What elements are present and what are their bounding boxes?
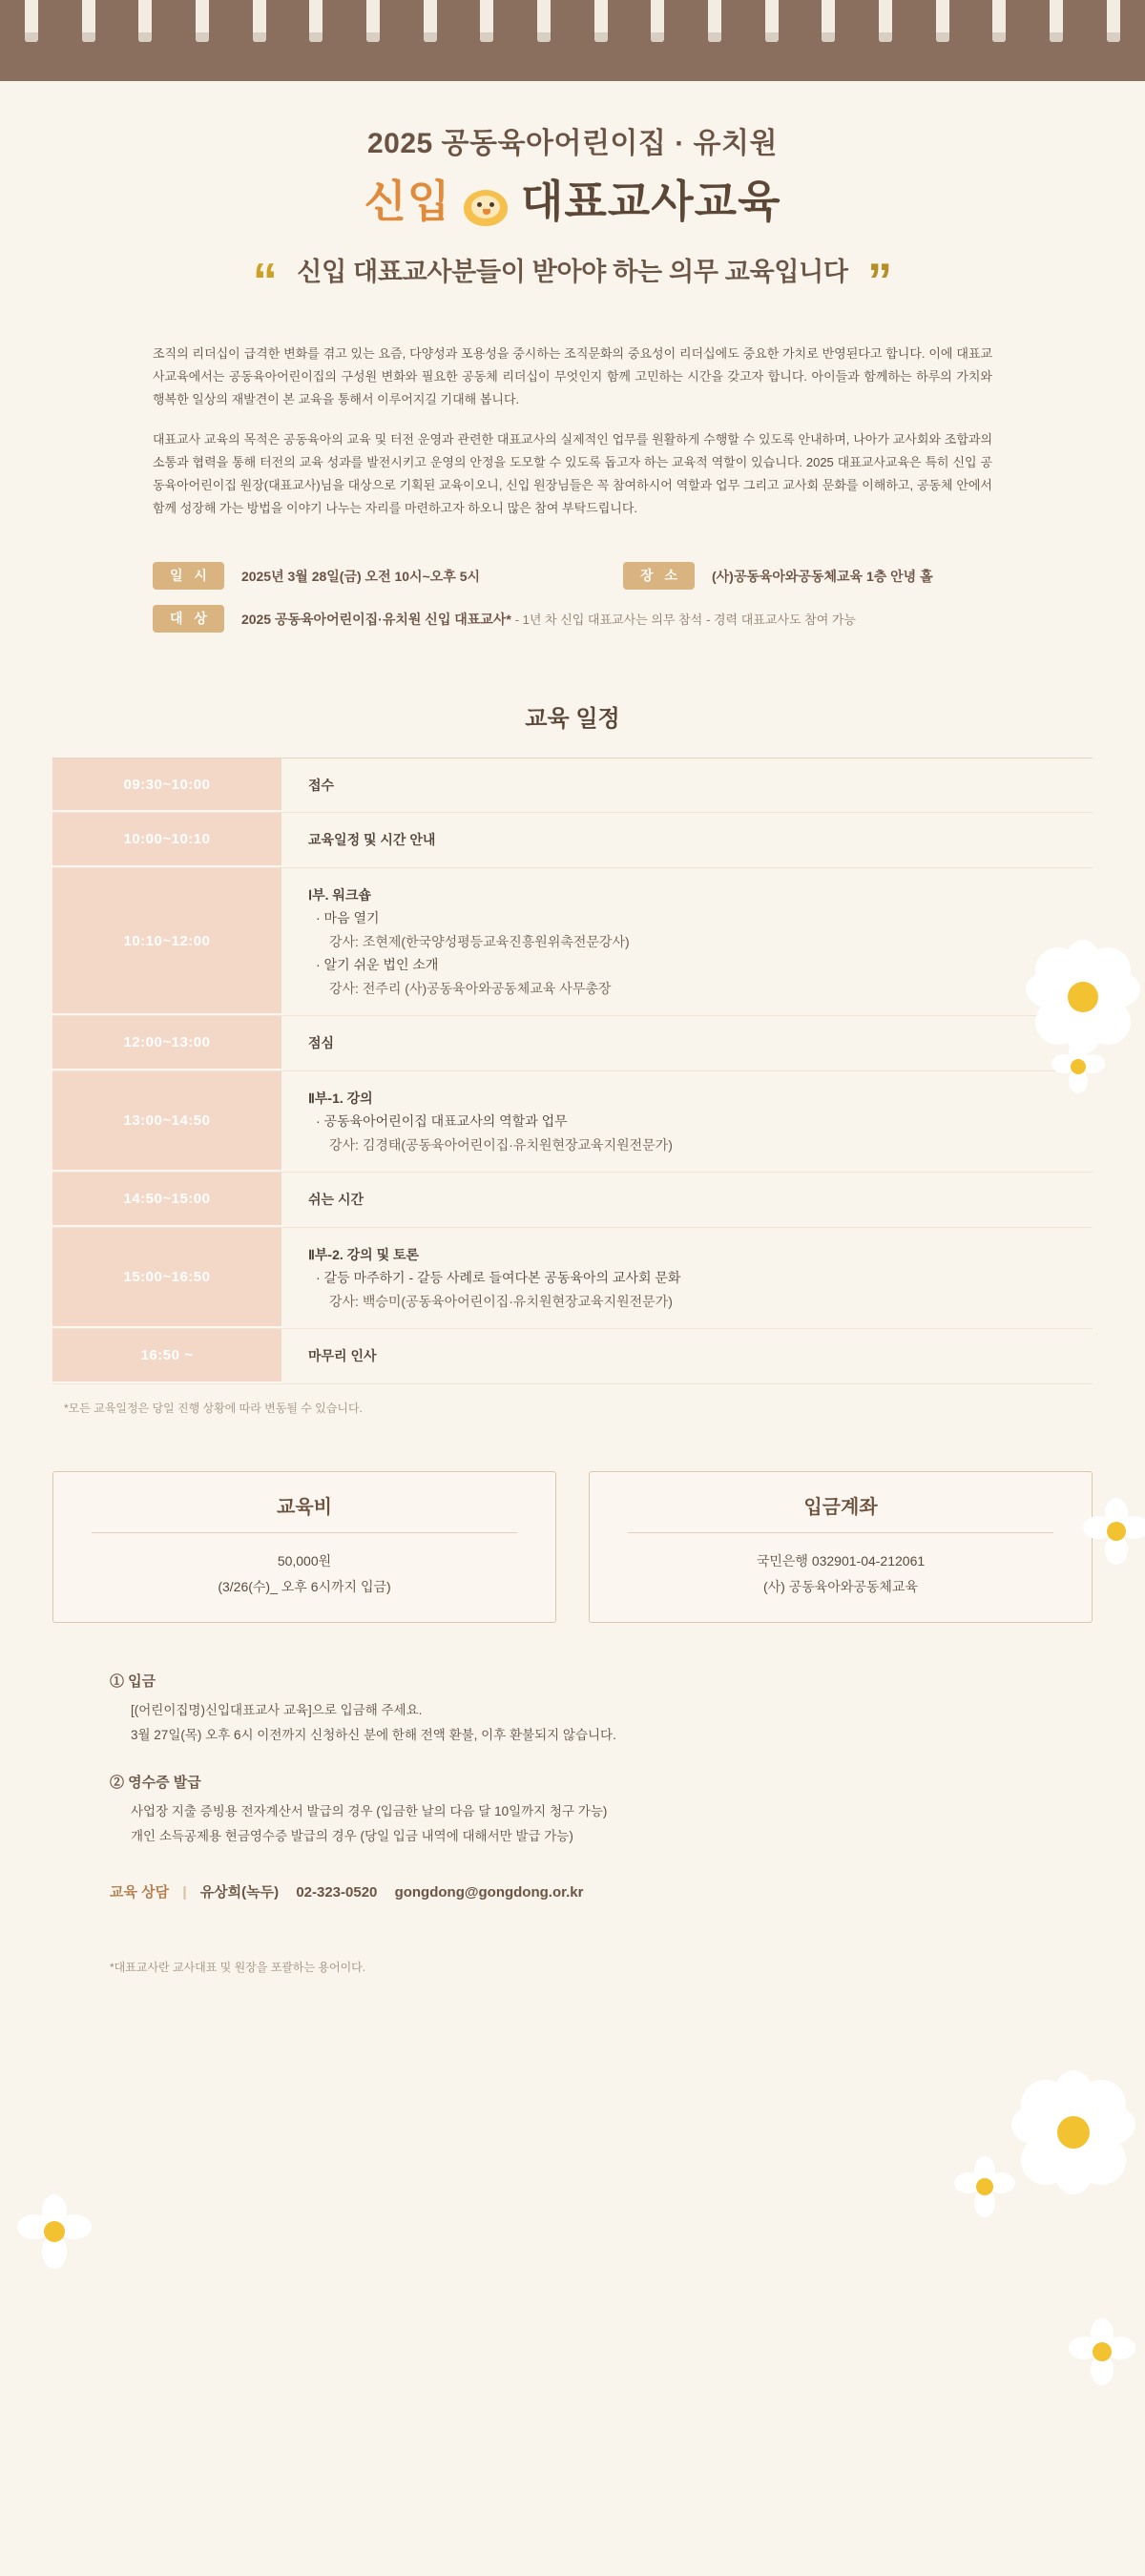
fee-deadline: (3/26(수)_ 오후 6시까지 입금) bbox=[218, 1578, 391, 1594]
binder-ring bbox=[651, 0, 664, 42]
account-number: 국민은행 032901-04-212061 bbox=[756, 1552, 926, 1568]
schedule-title: 교육 일정 bbox=[525, 705, 620, 732]
flower-icon bbox=[1011, 2070, 1135, 2194]
binder-ring bbox=[196, 0, 209, 42]
schedule-content bbox=[281, 1173, 1093, 1227]
hero-title bbox=[364, 167, 781, 230]
account-box bbox=[589, 1471, 1093, 1623]
schedule-content-line: Ⅱ부-1. 강의 bbox=[308, 1090, 373, 1106]
schedule-content bbox=[281, 758, 1093, 813]
notice-line: 3월 27일(목) 오후 6시 이전까지 신청하신 분에 한해 전액 환불, 이후 환불되지 않습니다. bbox=[131, 1728, 616, 1743]
notice-heading: ② 영수증 발급 bbox=[110, 1774, 201, 1791]
schedule-content-line: 강사: 김경태(공동육아어린이집·유치원현장교육지원전문가) bbox=[329, 1136, 673, 1153]
schedule-content bbox=[281, 813, 1093, 867]
binder-ring bbox=[253, 0, 266, 42]
intro-paragraphs bbox=[153, 343, 992, 520]
contact-line bbox=[91, 1881, 1054, 1901]
label-place: 장 소 bbox=[623, 562, 695, 590]
chick-icon bbox=[458, 182, 513, 228]
contact-label: 교육 상담 bbox=[110, 1884, 170, 1901]
hero-subtitle: 2025 공동육아어린이집 · 유치원 bbox=[366, 128, 778, 159]
notice-line: 개인 소득공제용 현금영수증 발급의 경우 (당일 입금 내역에 대해서만 발급 가능) bbox=[131, 1829, 573, 1844]
schedule-content bbox=[281, 1228, 1093, 1329]
value-date: 2025년 3월 28일(금) 오전 10시~오후 5시 bbox=[240, 569, 481, 585]
schedule-content-line: 쉬는 시간 bbox=[308, 1192, 364, 1208]
footnote: *대표교사란 교사대표 및 원장을 포괄하는 용어이다. bbox=[110, 1961, 366, 1975]
notice-item bbox=[110, 1772, 1054, 1850]
binder-ring bbox=[1107, 0, 1120, 42]
binder-ring bbox=[708, 0, 721, 42]
info-row-datetime-place bbox=[153, 562, 992, 590]
flower-icon bbox=[954, 2156, 1015, 2217]
notices-section bbox=[91, 1671, 1054, 1849]
schedule-content-line: 점심 bbox=[308, 1035, 335, 1051]
schedule-content-line: Ⅰ부. 워크숍 bbox=[308, 886, 372, 903]
fee-box bbox=[52, 1471, 556, 1623]
schedule-time: 09:30~10:00 bbox=[52, 758, 281, 813]
schedule-content-line: 접수 bbox=[308, 777, 335, 793]
schedule-row bbox=[52, 868, 1093, 1017]
schedule-row bbox=[52, 1329, 1093, 1384]
schedule-time: 10:10~12:00 bbox=[52, 868, 281, 1016]
binder-ring bbox=[822, 0, 835, 42]
binder-ring bbox=[765, 0, 779, 42]
schedule-content-line: 강사: 전주리 (사)공동육아와공동체교육 사무총장 bbox=[329, 980, 612, 996]
hero-quote-text: 신입 대표교사분들이 받아야 하는 의무 교육입니다 bbox=[297, 258, 848, 286]
value-target-sub-1: - 1년 차 신입 대표교사는 의무 참석 bbox=[514, 613, 703, 628]
label-target: 대 상 bbox=[153, 605, 224, 633]
notice-line: 사업장 지출 증빙용 전자계산서 발급의 경우 (입금한 날의 다음 달 10일까지 청구 가능) bbox=[131, 1803, 608, 1818]
binder-ring bbox=[992, 0, 1006, 42]
hero-title-part-a: 신입 bbox=[364, 177, 451, 226]
binder-ring bbox=[424, 0, 437, 42]
schedule-content-line: · 알기 쉬운 법인 소개 bbox=[316, 957, 439, 973]
label-date: 일 시 bbox=[153, 562, 224, 590]
schedule-note: *모든 교육일정은 당일 진행 상황에 따라 변동될 수 있습니다. bbox=[64, 1401, 363, 1415]
fee-amount: 50,000원 bbox=[277, 1552, 332, 1568]
fee-box-title: 교육비 bbox=[92, 1491, 517, 1533]
value-target-sub-2: - 경력 대표교사도 참여 가능 bbox=[706, 613, 856, 628]
schedule-row bbox=[52, 813, 1093, 868]
schedule-content-line: Ⅱ부-2. 강의 및 토론 bbox=[308, 1246, 420, 1262]
hero-quote bbox=[0, 251, 1145, 309]
quote-open-mark: “ bbox=[252, 254, 278, 309]
binder-ring bbox=[138, 0, 152, 42]
schedule-content-line: · 갈등 마주하기 - 갈등 사례로 들여다본 공동육아의 교사회 문화 bbox=[316, 1270, 681, 1286]
value-place: (사)공동육아와공동체교육 1층 안녕 홀 bbox=[711, 569, 933, 585]
binder-ring bbox=[82, 0, 95, 42]
binder-ring bbox=[879, 0, 892, 42]
schedule-content bbox=[281, 1071, 1093, 1173]
schedule-row bbox=[52, 1071, 1093, 1174]
schedule-row bbox=[52, 1173, 1093, 1228]
account-holder: (사) 공동육아와공동체교육 bbox=[763, 1578, 918, 1594]
schedule-time: 15:00~16:50 bbox=[52, 1228, 281, 1329]
schedule-content bbox=[281, 868, 1093, 1016]
schedule-content-line: 강사: 백승미(공동육아어린이집·유치원현장교육지원전문가) bbox=[329, 1293, 673, 1309]
binder-ring bbox=[537, 0, 551, 42]
contact-separator: | bbox=[182, 1884, 187, 1901]
binder-strip bbox=[0, 0, 1145, 81]
contact-person: 유상희(녹두) bbox=[199, 1884, 280, 1901]
schedule-content-line: 마무리 인사 bbox=[308, 1348, 377, 1364]
schedule-content-line: · 마음 열기 bbox=[316, 910, 380, 926]
schedule-content bbox=[281, 1016, 1093, 1070]
binder-ring bbox=[1050, 0, 1063, 42]
schedule-time: 10:00~10:10 bbox=[52, 813, 281, 867]
quote-close-mark: ” bbox=[867, 254, 893, 309]
schedule-table bbox=[52, 758, 1093, 1384]
value-target bbox=[241, 605, 856, 631]
notice-item bbox=[110, 1671, 1054, 1749]
contact-phone[interactable]: 02-323-0520 bbox=[296, 1884, 378, 1901]
value-target-main: 2025 공동육아어린이집·유치원 신입 대표교사* bbox=[240, 612, 511, 628]
binder-ring bbox=[936, 0, 949, 42]
hero-title-part-b: 대표교사교육 bbox=[520, 177, 781, 226]
intro-paragraph-1: 조직의 리더십이 급격한 변화를 겪고 있는 요즘, 다양성과 포용성을 중시하는 조직문화의 중요성이 리더십에도 중요한 가치로 반영된다고 합니다. 이에 대표교사교육에서는 공동육아어린이집의 구성원 변화와 필요한 공동체 리더십이 무엇인지 함께 고민하는 시간을 갖고자 합니다. 아이들과 함께하는 하루의 가치와 행복한 일상의 재발견이 본 교육을 통해서 이루어지길 기대해 봅니다. bbox=[153, 346, 992, 407]
schedule-time: 14:50~15:00 bbox=[52, 1173, 281, 1227]
binder-ring bbox=[480, 0, 493, 42]
flower-icon bbox=[17, 2194, 92, 2269]
contact-email[interactable]: gongdong@gongdong.or.kr bbox=[394, 1884, 584, 1901]
binder-ring bbox=[366, 0, 380, 42]
schedule-row bbox=[52, 1016, 1093, 1071]
schedule-row bbox=[52, 758, 1093, 814]
schedule-time: 12:00~13:00 bbox=[52, 1016, 281, 1070]
schedule-content-line: 교육일정 및 시간 안내 bbox=[308, 832, 436, 848]
hero-section bbox=[0, 81, 1145, 310]
schedule-content bbox=[281, 1329, 1093, 1383]
fee-account-boxes bbox=[52, 1471, 1093, 1623]
schedule-content-line: 강사: 조현제(한국양성평등교육진흥원위촉전문강사) bbox=[329, 933, 630, 949]
binder-ring bbox=[309, 0, 323, 42]
schedule-row bbox=[52, 1228, 1093, 1330]
info-block bbox=[153, 562, 992, 633]
binder-rings bbox=[0, 0, 1145, 81]
intro-paragraph-2: 대표교사 교육의 목적은 공동육아의 교육 및 터전 운영과 관련한 대표교사의 실제적인 업무를 원활하게 수행할 수 있도록 안내하며, 나아가 교사회와 조합과의 소통과 협력을 통해 터전의 교육 성과를 발전시키고 운영의 안정을 도모할 수 있도록 돕고자 하는 교육적 역할이 있습니다. 2025 대표교사교육은 특히 신입 공동육아어린이집 원장(대표교사)님을 대상으로 기획된 교육이오니, 신입 원장님들은 꼭 참여하시어 역할과 업무 그리고 교사회 문화를 이해하고, 공동체 안에서 함께 성장해 가는 방법을 이야기 나누는 자리를 마련하고자 하오니 많은 참여 부탁드립니다. bbox=[153, 432, 992, 516]
flower-icon bbox=[1069, 2318, 1135, 2385]
schedule-time: 13:00~14:50 bbox=[52, 1071, 281, 1173]
notice-heading: ① 입금 bbox=[110, 1673, 156, 1691]
binder-ring bbox=[594, 0, 608, 42]
schedule-time: 16:50 ~ bbox=[52, 1329, 281, 1383]
notice-line: [(어린이집명)신입대표교사 교육]으로 입금해 주세요. bbox=[131, 1703, 423, 1718]
binder-ring bbox=[25, 0, 38, 42]
account-box-title: 입금계좌 bbox=[628, 1491, 1053, 1533]
info-row-target bbox=[153, 605, 992, 633]
schedule-content-line: · 공동육아어린이집 대표교사의 역할과 업무 bbox=[316, 1113, 568, 1130]
